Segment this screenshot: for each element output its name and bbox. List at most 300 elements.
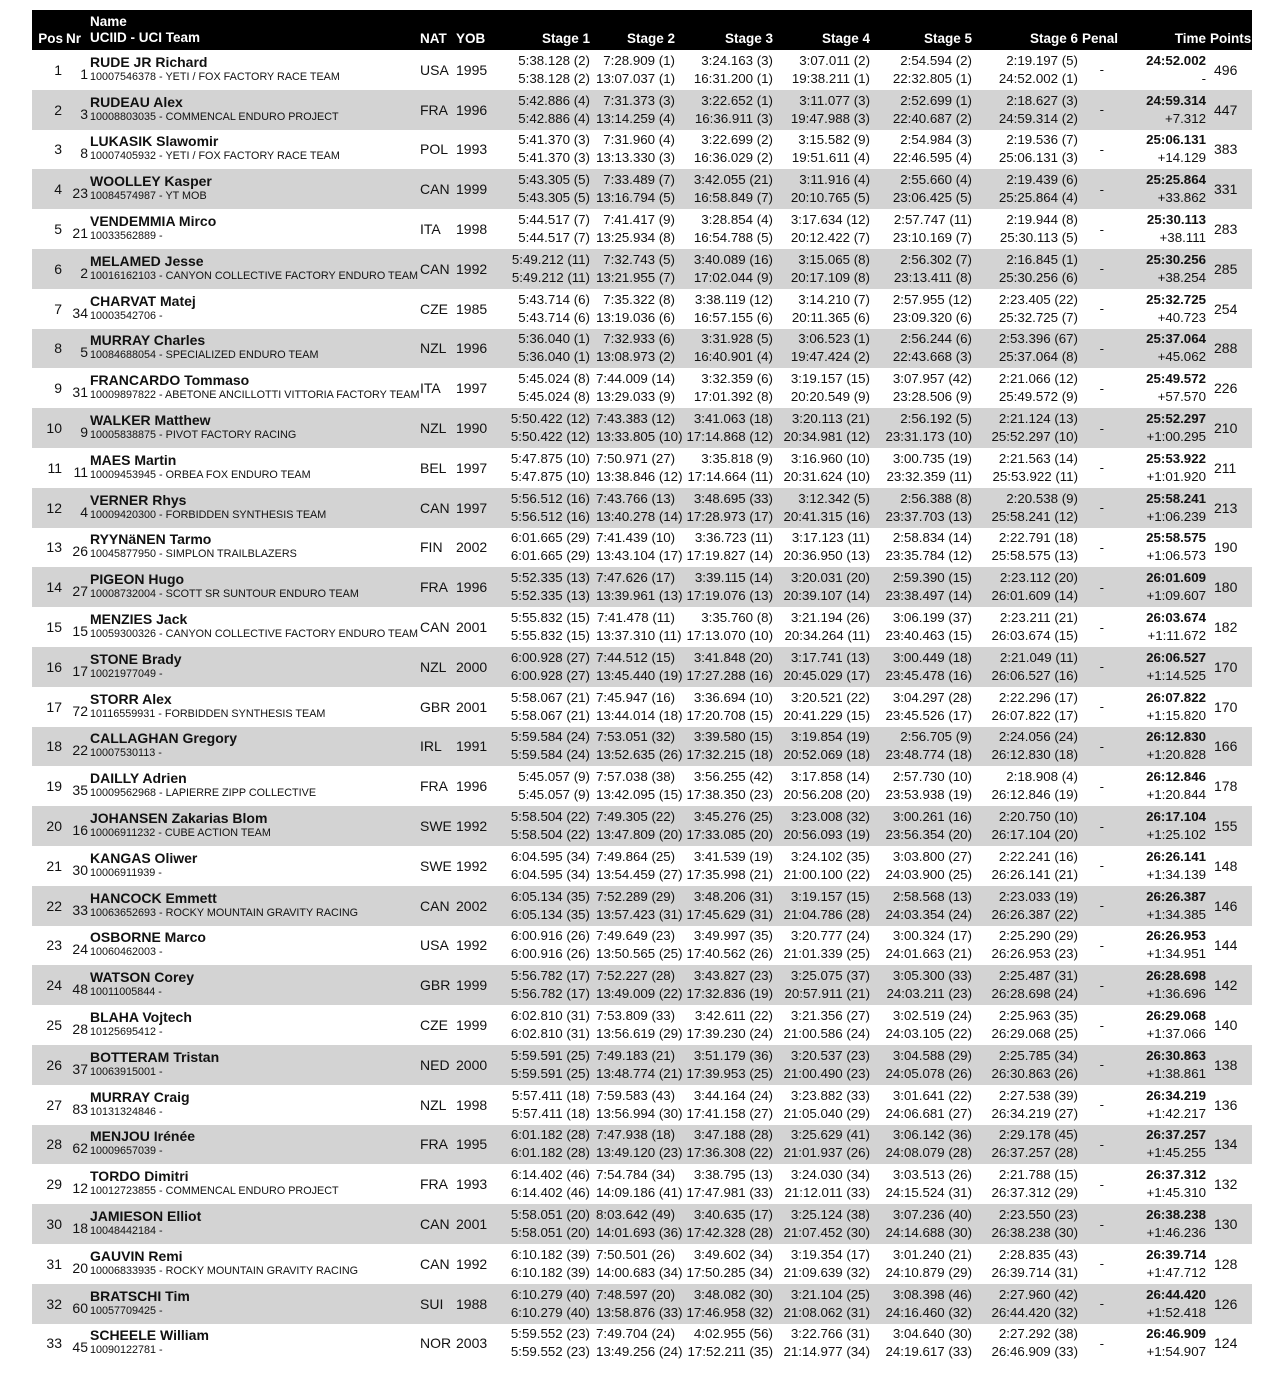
rider-name-cell [90, 846, 420, 886]
stage-4-time: 3:20.777 (24) [790, 928, 870, 944]
rider-name[interactable]: MURRAY Craig [90, 1088, 190, 1105]
stage-2-time: 7:43.383 (12) [596, 411, 676, 427]
rider-name[interactable]: HANCOCK Emmett [90, 889, 217, 906]
rider-nationality: CZE [420, 1017, 448, 1034]
stage-6-cumulative: 26:26.387 (22) [991, 906, 1078, 922]
total-time-cell [1116, 50, 1206, 90]
table-row [32, 1005, 1252, 1045]
penalty: - [1099, 778, 1104, 794]
points: 211 [1214, 459, 1237, 476]
stage-6-cell [978, 687, 1082, 727]
rider-nationality: USA [420, 937, 449, 954]
stage-2-cumulative: 13:44.014 (18) [596, 707, 683, 723]
stage-4-time: 3:21.356 (27) [790, 1008, 870, 1024]
stage-2-time: 7:48.597 (20) [596, 1286, 676, 1302]
stage-2-cell [596, 448, 681, 488]
stage-3-time: 3:56.255 (42) [693, 769, 773, 785]
rider-name[interactable]: STORR Alex [90, 690, 172, 707]
stage-1-time: 5:36.040 (1) [518, 331, 590, 347]
rider-position: 16 [46, 658, 62, 675]
stage-4-time: 3:19.854 (19) [790, 729, 870, 745]
stage-5-cumulative: 24:03.105 (22) [885, 1026, 972, 1042]
stage-6-time: 2:21.563 (14) [998, 450, 1078, 466]
stage-5-cell [876, 567, 978, 607]
stage-4-time: 3:19.157 (15) [790, 888, 870, 904]
rider-name[interactable]: CALLAGHAN Gregory [90, 730, 238, 747]
rider-name[interactable]: RUDEAU Alex [90, 93, 183, 110]
stage-6-cumulative: 26:26.953 (23) [991, 946, 1078, 962]
rider-name[interactable]: JAMIESON Elliot [90, 1208, 202, 1224]
stage-3-time: 4:02.955 (56) [693, 1326, 773, 1342]
stage-2-cumulative: 13:47.809 (20) [596, 827, 683, 843]
rider-name[interactable]: RYYNäNEN Tarmo [90, 531, 212, 548]
stage-2-time: 7:41.478 (11) [596, 610, 675, 626]
stage-1-time: 6:01.665 (29) [510, 530, 590, 546]
stage-3-cell [681, 647, 779, 687]
stage-2-cumulative: 13:45.440 (19) [596, 667, 683, 683]
rider-uciid-team: 10009420300 - FORBIDDEN SYNTHESIS TEAM [90, 508, 327, 521]
stage-5-cumulative: 23:53.938 (19) [885, 787, 972, 803]
table-row [32, 1164, 1252, 1204]
penalty: - [1099, 102, 1104, 118]
stage-1-cell [496, 50, 596, 90]
table-row [32, 1204, 1252, 1244]
stage-3-cell [681, 607, 779, 647]
points: 128 [1214, 1255, 1238, 1272]
stage-4-cell [779, 1284, 876, 1324]
stage-4-time: 3:16.960 (10) [790, 450, 870, 466]
stage-2-cumulative: 13:19.036 (6) [596, 309, 676, 325]
stage-6-cumulative: 25:49.572 (9) [998, 389, 1078, 405]
rider-number: 5 [80, 344, 88, 361]
rider-name[interactable]: WALKER Matthew [90, 412, 211, 429]
total-time-cell [1116, 1284, 1206, 1324]
stage-6-cell [978, 1244, 1082, 1284]
stage-2-cell [596, 687, 681, 727]
rider-birth-year: 2002 [456, 539, 488, 556]
rider-nationality: BEL [420, 459, 447, 476]
stage-3-cumulative: 17:38.350 (23) [686, 787, 773, 803]
stage-5-cell [876, 766, 978, 806]
stage-3-cumulative: 17:33.085 (20) [686, 827, 773, 843]
stage-5-cell [876, 647, 978, 687]
stage-2-cell [596, 1244, 681, 1284]
total-time-cell [1116, 209, 1206, 249]
stage-2-cumulative: 13:57.423 (31) [596, 906, 683, 922]
stage-6-cumulative: 26:03.674 (15) [991, 628, 1078, 644]
stage-4-cell [779, 448, 876, 488]
rider-name-cell [90, 1045, 420, 1085]
stage-5-cell [876, 1324, 978, 1364]
rider-uciid-team: 10084688054 - SPECIALIZED ENDURO TEAM [90, 349, 319, 362]
rider-name[interactable]: STONE Brady [90, 650, 182, 667]
stage-1-cumulative: 5:59.584 (24) [510, 747, 590, 763]
stage-5-cell [876, 209, 978, 249]
rider-name[interactable]: SCHEELE William [90, 1327, 209, 1344]
rider-position: 1 [54, 61, 62, 78]
stage-4-time: 3:20.031 (20) [790, 570, 870, 586]
stage-5-time: 2:56.388 (8) [900, 490, 972, 506]
stage-6-time: 2:22.241 (16) [998, 848, 1078, 864]
stage-4-cell [779, 607, 876, 647]
stage-4-cell [779, 1085, 876, 1125]
stage-2-time: 7:47.626 (17) [596, 570, 676, 586]
stage-4-cumulative: 20:34.981 (12) [783, 429, 870, 445]
stage-2-cumulative: 13:40.278 (14) [596, 508, 683, 524]
rider-uciid-team: 10057709425 - [90, 1304, 163, 1317]
stage-4-cell [779, 329, 876, 369]
rider-position: 23 [46, 937, 62, 954]
stage-2-cumulative: 13:39.961 (13) [596, 588, 683, 604]
stage-6-cell [978, 846, 1082, 886]
time-gap: +1:09.607 [1146, 588, 1206, 604]
header-pos: Pos [38, 31, 63, 46]
rider-nationality: CAN [420, 619, 450, 636]
stage-5-cumulative: 24:01.663 (21) [885, 946, 972, 962]
stage-6-cell [978, 130, 1082, 170]
stage-6-cell [978, 926, 1082, 966]
penalty: - [1099, 62, 1104, 78]
stage-3-cumulative: 16:36.029 (2) [693, 150, 773, 166]
stage-6-cumulative: 24:59.314 (2) [998, 110, 1078, 126]
rider-name[interactable]: BLAHA Vojtech [90, 1009, 192, 1026]
points: 130 [1214, 1216, 1238, 1232]
stage-2-time: 7:49.704 (24) [596, 1326, 676, 1342]
total-time-cell [1116, 647, 1206, 687]
rider-name[interactable]: LUKASIK Slawomir [90, 133, 219, 150]
stage-1-cell [496, 289, 596, 329]
stage-3-time: 3:28.854 (4) [701, 212, 773, 228]
stage-6-cell [978, 209, 1082, 249]
rider-birth-year: 1998 [456, 1096, 488, 1113]
rider-uciid-team: 10063652693 - ROCKY MOUNTAIN GRAVITY RACING [90, 906, 359, 919]
stage-3-cumulative: 17:14.664 (11) [687, 468, 773, 484]
stage-2-time: 7:49.649 (23) [596, 928, 676, 944]
penalty: - [1099, 420, 1104, 436]
rider-name[interactable]: OSBORNE Marco [90, 929, 206, 946]
rider-position: 28 [46, 1136, 62, 1153]
stage-2-cumulative: 13:58.876 (33) [596, 1304, 683, 1320]
penalty: - [1099, 1335, 1104, 1351]
stage-6-cell [978, 965, 1082, 1005]
stage-3-cell [681, 1005, 779, 1045]
stage-4-cumulative: 20:57.911 (21) [784, 986, 870, 1002]
rider-position: 27 [46, 1096, 62, 1113]
stage-3-cell [681, 50, 779, 90]
rider-birth-year: 1996 [456, 340, 488, 357]
stage-2-cell [596, 926, 681, 966]
rider-birth-year: 1995 [456, 1136, 488, 1153]
stage-6-time: 2:21.066 (12) [998, 371, 1078, 387]
stage-5-cell [876, 1125, 978, 1165]
stage-5-cell [876, 1244, 978, 1284]
stage-1-cumulative: 5:42.886 (4) [518, 110, 590, 126]
points: 140 [1214, 1017, 1238, 1034]
rider-position: 9 [54, 380, 62, 397]
total-time-cell [1116, 90, 1206, 130]
stage-2-cumulative: 13:13.330 (3) [596, 150, 676, 166]
rider-nationality: SUI [420, 1295, 444, 1312]
stage-4-cumulative: 21:04.786 (28) [783, 906, 870, 922]
stage-6-cell [978, 169, 1082, 209]
rider-uciid-team: 10116559931 - FORBIDDEN SYNTHESIS TEAM [90, 707, 326, 720]
stage-6-cumulative: 26:30.863 (26) [991, 1065, 1078, 1081]
stage-6-cell [978, 329, 1082, 369]
stage-2-time: 7:50.971 (27) [596, 450, 676, 466]
rider-nationality: NZL [420, 340, 447, 357]
stage-2-cumulative: 13:49.256 (24) [596, 1344, 683, 1360]
table-row [32, 1324, 1252, 1364]
rider-birth-year: 2001 [456, 619, 488, 636]
rider-name[interactable]: WOOLLEY Kasper [90, 173, 212, 190]
total-time-cell [1116, 329, 1206, 369]
rider-name[interactable]: TORDO Dimitri [90, 1168, 189, 1185]
rider-name-cell [90, 130, 420, 170]
rider-nationality: GBR [420, 698, 451, 715]
stage-6-time: 2:16.845 (1) [1006, 251, 1078, 267]
rider-number: 45 [72, 1339, 88, 1356]
rider-nationality: CAN [420, 260, 450, 277]
stage-3-time: 3:36.694 (10) [693, 689, 773, 705]
rider-name[interactable]: MURRAY Charles [90, 332, 206, 349]
stage-4-cell [779, 50, 876, 90]
time-gap: +1:47.712 [1146, 1264, 1206, 1280]
stage-1-time: 5:59.591 (25) [510, 1047, 590, 1063]
stage-5-cell [876, 169, 978, 209]
rider-birth-year: 1988 [456, 1295, 488, 1312]
penalty: - [1099, 898, 1104, 914]
rider-birth-year: 1999 [456, 1017, 488, 1034]
stage-1-time: 5:59.584 (24) [510, 729, 590, 745]
table-row [32, 965, 1252, 1005]
stage-1-time: 6:00.928 (27) [510, 649, 590, 665]
stage-2-cell [596, 50, 681, 90]
rider-name[interactable]: PIGEON Hugo [90, 571, 185, 588]
stage-2-time: 7:44.512 (15) [596, 649, 676, 665]
stage-5-time: 3:08.398 (46) [892, 1286, 972, 1302]
total-time: 26:01.609 [1146, 570, 1206, 586]
stage-6-time: 2:23.550 (23) [998, 1207, 1078, 1222]
stage-2-cumulative: 13:43.104 (17) [596, 548, 683, 564]
stage-1-time: 5:58.067 (21) [510, 689, 590, 705]
stage-3-time: 3:44.164 (24) [693, 1087, 773, 1103]
stage-4-cumulative: 19:38.211 (1) [791, 70, 870, 86]
stage-1-cumulative: 5:57.411 (18) [511, 1105, 590, 1121]
rider-name[interactable]: DAILLY Adrien [90, 770, 187, 787]
stage-3-time: 3:49.602 (34) [693, 1246, 773, 1262]
stage-2-time: 7:52.227 (28) [596, 968, 676, 984]
stage-1-cumulative: 5:45.024 (8) [518, 389, 590, 405]
stage-4-cumulative: 20:45.029 (17) [783, 667, 870, 683]
stage-6-cumulative: 25:30.256 (6) [998, 269, 1078, 285]
stage-2-time: 7:32.933 (6) [603, 331, 675, 347]
points: 136 [1214, 1096, 1238, 1113]
rider-name[interactable]: JOHANSEN Zakarias Blom [90, 810, 268, 827]
stage-5-time: 2:56.244 (6) [900, 331, 972, 347]
stage-4-cumulative: 21:12.011 (33) [784, 1185, 870, 1201]
stage-6-cell [978, 727, 1082, 767]
rider-birth-year: 1998 [456, 221, 488, 238]
stage-1-cell [496, 130, 596, 170]
rider-name[interactable]: RUDE JR Richard [90, 53, 208, 70]
rider-name[interactable]: BRATSCHI Tim [90, 1287, 190, 1304]
stage-3-time: 3:22.652 (1) [701, 92, 773, 108]
stage-4-cumulative: 20:34.264 (11) [784, 628, 870, 644]
total-time: 25:37.064 [1146, 331, 1206, 347]
results-body [32, 50, 1252, 1363]
stage-6-cell [978, 90, 1082, 130]
rider-position: 31 [46, 1255, 62, 1272]
stage-4-time: 3:20.521 (22) [790, 689, 870, 705]
stage-4-cell [779, 647, 876, 687]
stage-1-cell [496, 1324, 596, 1364]
stage-4-time: 3:20.537 (23) [790, 1047, 870, 1063]
table-row [32, 488, 1252, 528]
stage-5-cumulative: 24:15.524 (31) [885, 1185, 972, 1201]
total-time-cell [1116, 926, 1206, 966]
stage-6-cumulative: 26:46.909 (33) [991, 1344, 1078, 1360]
header-name [90, 10, 420, 50]
stage-4-cumulative: 20:17.109 (8) [790, 269, 870, 285]
rider-name[interactable]: MAES Martin [90, 451, 177, 468]
stage-4-time: 3:19.354 (17) [790, 1246, 870, 1262]
stage-4-time: 3:23.008 (32) [790, 809, 870, 825]
rider-name[interactable]: GAUVIN Remi [90, 1247, 183, 1264]
rider-nationality: FRA [420, 579, 448, 596]
stage-1-cell [496, 607, 596, 647]
total-time-cell [1116, 1005, 1206, 1045]
rider-number: 8 [80, 145, 88, 162]
table-row [32, 806, 1252, 846]
stage-1-cell [496, 567, 596, 607]
stage-6-cumulative: 26:28.698 (24) [991, 986, 1078, 1002]
stage-1-cell [496, 528, 596, 568]
total-time-cell [1116, 846, 1206, 886]
stage-2-time: 7:28.909 (1) [603, 52, 675, 68]
stage-5-cell [876, 965, 978, 1005]
rider-name[interactable]: KANGAS Oliwer [90, 849, 198, 866]
rider-name[interactable]: VERNER Rhys [90, 491, 187, 508]
stage-3-cell [681, 687, 779, 727]
rider-name[interactable]: MELAMED Jesse [90, 252, 204, 269]
stage-1-cumulative: 5:56.512 (16) [510, 508, 590, 524]
rider-uciid-team: 10006911232 - CUBE ACTION TEAM [90, 827, 271, 840]
rider-number: 20 [72, 1259, 88, 1276]
rider-uciid-team: 10060462003 - [90, 946, 163, 959]
rider-name[interactable]: WATSON Corey [90, 969, 194, 986]
rider-nationality: NZL [420, 1096, 447, 1113]
stage-3-cumulative: 17:13.070 (10) [686, 628, 773, 644]
stage-3-cell [681, 289, 779, 329]
stage-2-cell [596, 90, 681, 130]
total-time-cell [1116, 766, 1206, 806]
stage-1-cell [496, 169, 596, 209]
stage-5-cell [876, 687, 978, 727]
rider-name[interactable]: FRANCARDO Tommaso [90, 372, 250, 389]
rider-position: 18 [46, 738, 62, 755]
time-gap: +1:15.820 [1146, 707, 1206, 723]
stage-2-time: 7:54.784 (34) [596, 1167, 676, 1183]
stage-1-cumulative: 5:58.504 (22) [510, 827, 590, 843]
stage-3-time: 3:41.848 (20) [693, 649, 773, 665]
rider-birth-year: 2001 [456, 698, 488, 715]
penalty: - [1099, 1017, 1104, 1033]
stage-5-cumulative: 23:28.506 (9) [892, 389, 972, 405]
rider-nationality: POL [420, 141, 449, 158]
stage-1-cumulative: 5:36.040 (1) [518, 349, 590, 365]
stage-6-cumulative: 26:17.104 (20) [991, 827, 1078, 843]
rider-number: 23 [72, 185, 88, 202]
rider-name[interactable]: MENJOU Irénée [90, 1128, 196, 1145]
stage-5-cumulative: 22:32.805 (1) [892, 70, 972, 86]
rider-position: 21 [46, 857, 62, 874]
stage-4-time: 3:25.075 (37) [790, 968, 870, 984]
stage-3-cumulative: 17:46.958 (32) [686, 1304, 773, 1320]
rider-name-cell [90, 1005, 420, 1045]
rider-uciid-team: 10011005844 - [90, 986, 162, 999]
rider-birth-year: 1992 [456, 818, 488, 835]
stage-1-time: 5:52.335 (13) [510, 570, 590, 586]
total-time-cell [1116, 448, 1206, 488]
stage-1-cell [496, 886, 596, 926]
stage-6-time: 2:25.963 (35) [998, 1008, 1078, 1024]
stage-1-time: 5:57.411 (18) [511, 1087, 590, 1103]
points: 144 [1214, 937, 1238, 954]
stage-6-cell [978, 1204, 1082, 1244]
stage-5-time: 2:57.730 (10) [892, 769, 972, 785]
rider-name[interactable]: CHARVAT Matej [90, 292, 196, 309]
stage-1-time: 5:58.051 (20) [510, 1207, 590, 1222]
stage-6-cell [978, 50, 1082, 90]
points: 182 [1214, 619, 1238, 636]
stage-1-time: 6:04.595 (34) [510, 848, 590, 864]
rider-number: 1 [80, 65, 88, 82]
rider-uciid-team: 10007530113 - [90, 747, 162, 760]
stage-5-cell [876, 727, 978, 767]
stage-1-cell [496, 488, 596, 528]
stage-4-time: 3:23.882 (33) [790, 1087, 870, 1103]
stage-3-time: 3:24.163 (3) [701, 52, 773, 68]
rider-uciid-team: 10033562889 - [90, 230, 163, 243]
rider-nationality: IRL [420, 738, 442, 755]
rider-name[interactable]: MENZIES Jack [90, 611, 188, 628]
total-time-cell [1116, 1164, 1206, 1204]
stage-4-cell [779, 965, 876, 1005]
stage-4-cell [779, 249, 876, 289]
table-row [32, 1125, 1252, 1165]
stage-6-time: 2:25.785 (34) [998, 1047, 1078, 1063]
stage-1-cell [496, 846, 596, 886]
stage-6-cell [978, 1324, 1082, 1364]
rider-name[interactable]: BOTTERAM Tristan [90, 1048, 220, 1065]
penalty: - [1099, 460, 1104, 476]
total-time: 25:06.131 [1146, 132, 1206, 148]
points: 178 [1214, 778, 1238, 795]
stage-3-cell [681, 1204, 779, 1244]
stage-2-time: 7:50.501 (26) [596, 1246, 676, 1262]
stage-3-cell [681, 1164, 779, 1204]
stage-5-cell [876, 1085, 978, 1125]
stage-6-time: 2:27.960 (42) [998, 1286, 1078, 1302]
rider-name[interactable]: VENDEMMIA Mirco [90, 213, 217, 230]
stage-6-time: 2:53.396 (67) [998, 331, 1078, 347]
stage-2-cumulative: 13:48.774 (21) [596, 1065, 683, 1081]
total-time-cell [1116, 607, 1206, 647]
stage-1-cumulative: 5:58.051 (20) [510, 1225, 590, 1240]
stage-6-cumulative: 25:30.113 (5) [999, 230, 1078, 246]
stage-2-time: 7:59.583 (43) [596, 1087, 676, 1103]
stage-2-cumulative: 13:33.805 (10) [596, 429, 683, 445]
